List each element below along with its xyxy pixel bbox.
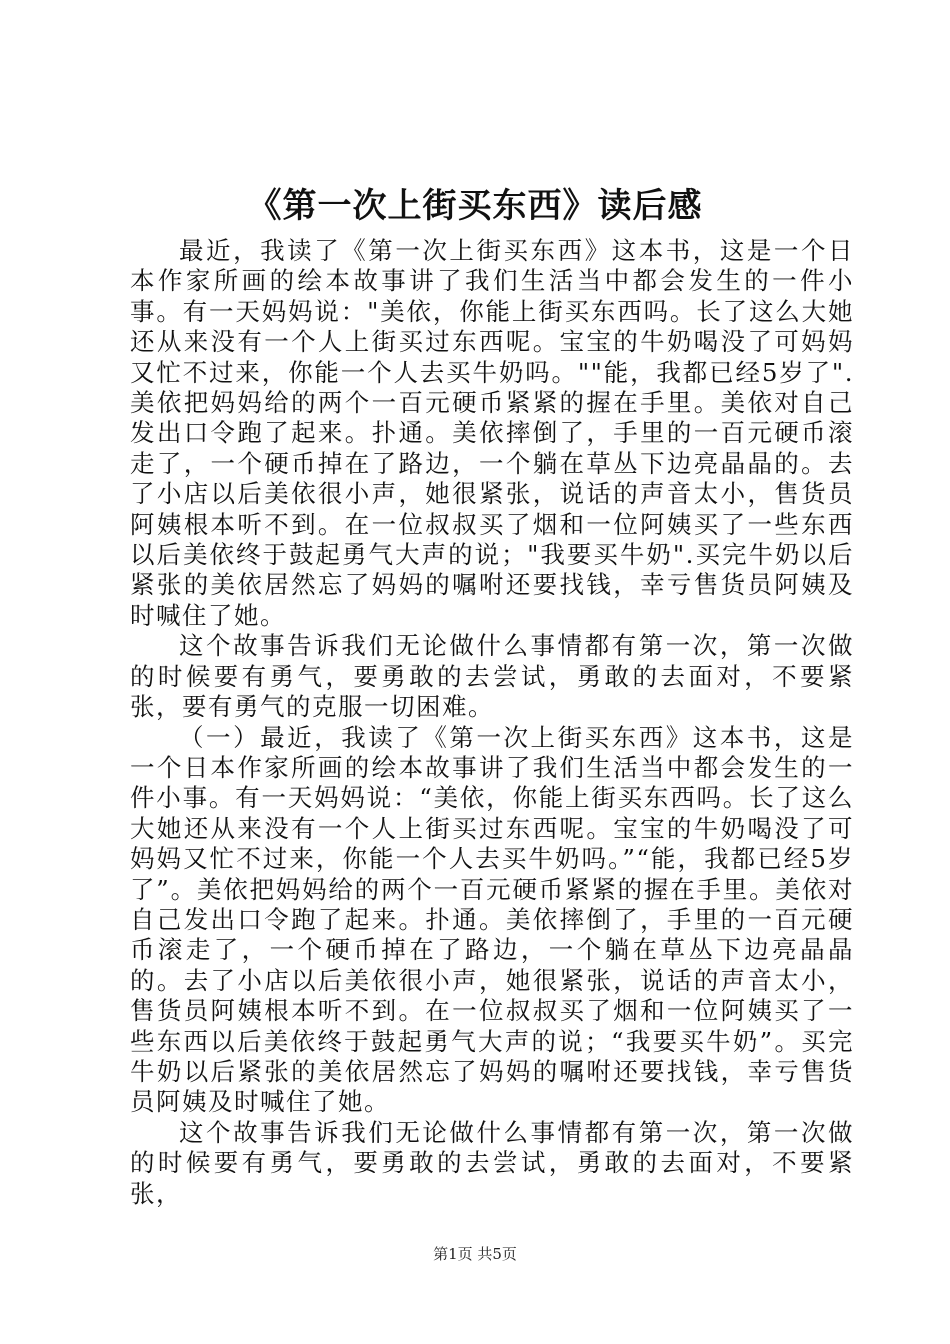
paragraph-3: （一）最近，我读了《第一次上街买东西》这本书，这是一个日本作家所画的绘本故事讲了我们生活当中都会发生的一件小事。有一天妈妈说：“美依，你能上街买东西吗。长了这么大她还从来没有一个人上街买过东西呢。宝宝的牛奶喝没了可妈妈又忙不过来，你能一个人去买牛奶吗。”“能，我都已经5岁了”。美依把妈妈给的两个一百元硬币紧紧的握在手里。美依对自己发出口令跑了起来。扑通。美依摔倒了，手里的一百元硬币滚走了，一个硬币掉在了路边，一个躺在草丛下边亮晶晶的。去了小店以后美依很小声，她很紧张，说话的声音太小，售货员阿姨根本听不到。在一位叔叔买了烟和一位阿姨买了一些东西以后美依终于鼓起勇气大声的说；“我要买牛奶”。买完牛奶以后紧张的美依居然忘了妈妈的嘱咐还要找钱，幸亏售货员阿姨及时喊住了她。 xyxy=(130,722,854,1117)
page-footer: 第1页 共5页 xyxy=(433,1245,517,1263)
document-body xyxy=(130,236,854,1209)
paragraph-4: 这个故事告诉我们无论做什么事情都有第一次，第一次做的时候要有勇气，要勇敢的去尝试，勇敢的去面对，不要紧张， xyxy=(130,1117,854,1208)
paragraph-1: 最近，我读了《第一次上街买东西》这本书，这是一个日本作家所画的绘本故事讲了我们生活当中都会发生的一件小事。有一天妈妈说："美依，你能上街买东西吗。长了这么大她还从来没有一个人上街买过东西呢。宝宝的牛奶喝没了可妈妈又忙不过来，你能一个人去买牛奶吗。""能，我都已经5岁了".美依把妈妈给的两个一百元硬币紧紧的握在手里。美依对自己发出口令跑了起来。扑通。美依摔倒了，手里的一百元硬币滚走了，一个硬币掉在了路边，一个躺在草丛下边亮晶晶的。去了小店以后美依很小声，她很紧张，说话的声音太小，售货员阿姨根本听不到。在一位叔叔买了烟和一位阿姨买了一些东西以后美依终于鼓起勇气大声的说；"我要买牛奶".买完牛奶以后紧张的美依居然忘了妈妈的嘱咐还要找钱，幸亏售货员阿姨及时喊住了她。 xyxy=(130,236,854,630)
paragraph-2: 这个故事告诉我们无论做什么事情都有第一次，第一次做的时候要有勇气，要勇敢的去尝试，勇敢的去面对，不要紧张，要有勇气的克服一切困难。 xyxy=(130,631,854,722)
document-title: 《第一次上街买东西》读后感 xyxy=(247,186,703,226)
